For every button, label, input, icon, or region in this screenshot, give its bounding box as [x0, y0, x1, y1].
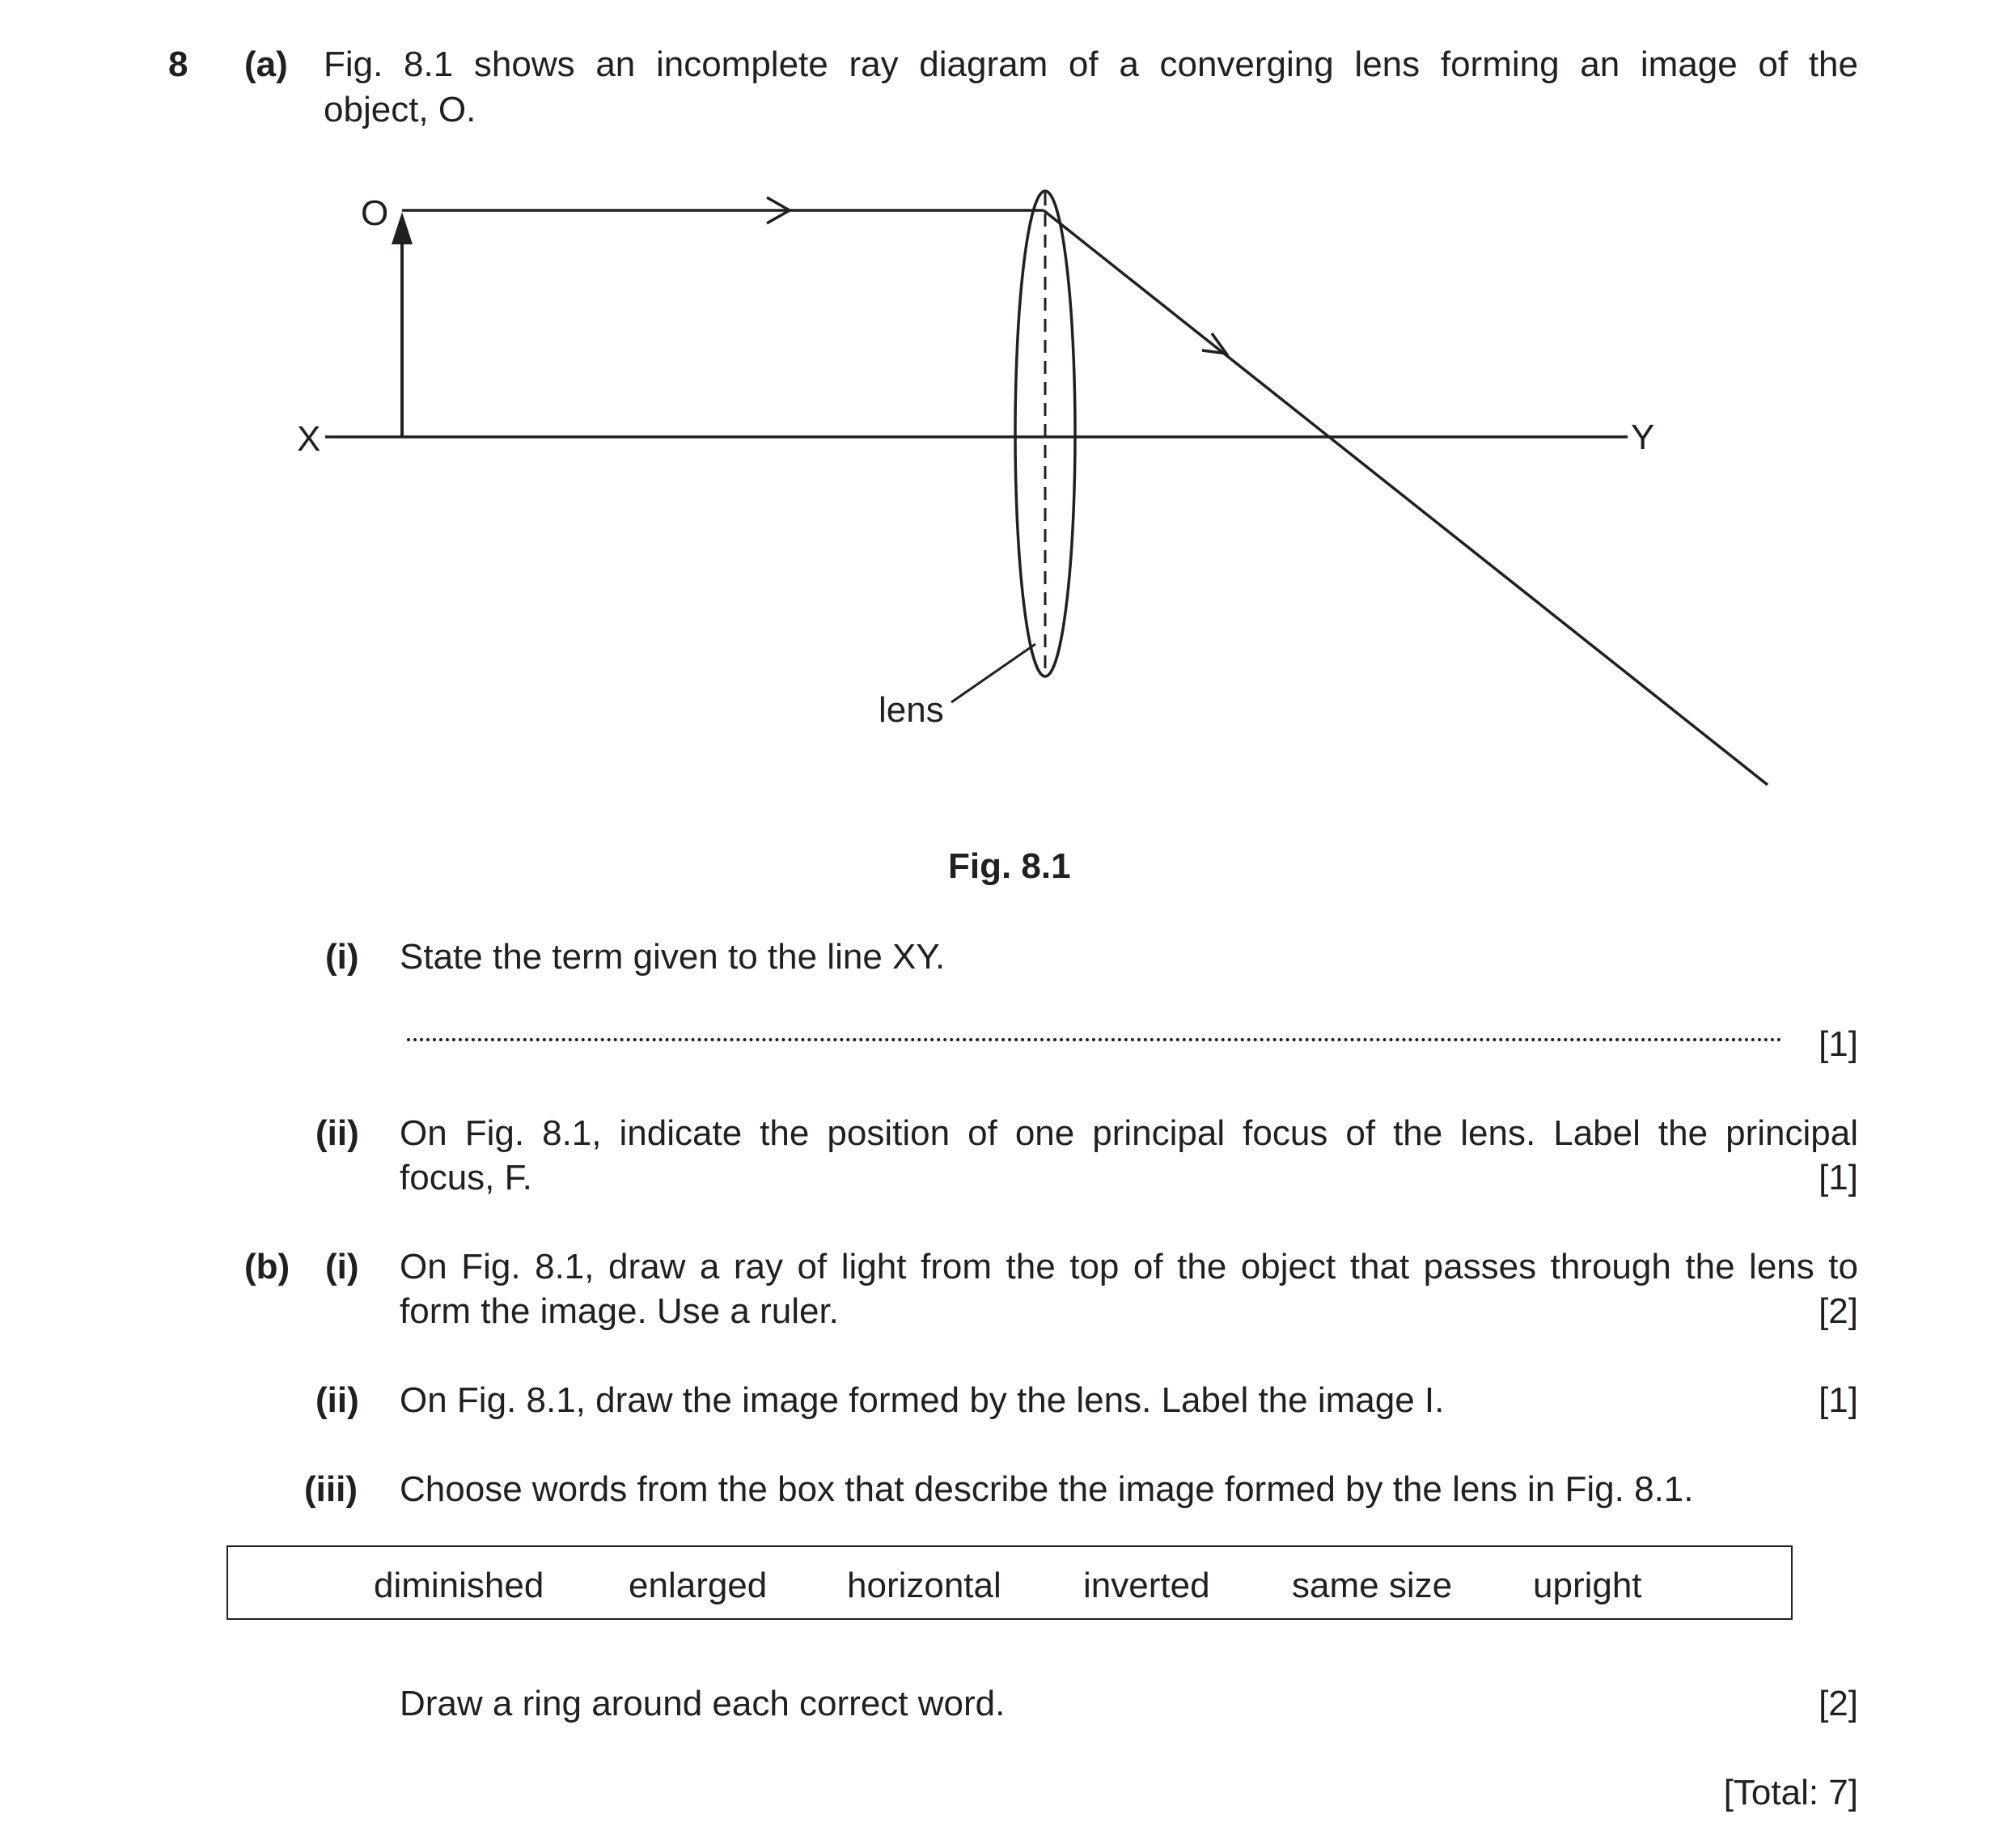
- label-lens: lens: [879, 690, 944, 730]
- b-iii-label: (iii): [304, 1469, 358, 1509]
- figure-caption: Fig. 8.1: [948, 846, 1071, 886]
- answer-line[interactable]: [407, 1032, 1782, 1041]
- word-option[interactable]: upright: [1533, 1566, 1642, 1605]
- label-Y: Y: [1631, 417, 1655, 457]
- label-O: O: [361, 193, 389, 233]
- word-option[interactable]: inverted: [1083, 1566, 1210, 1605]
- b-iii-marks: [2]: [1819, 1684, 1858, 1723]
- ray-diagram: [0, 0, 2007, 906]
- part-a-intro-line1: Fig. 8.1 shows an incomplete ray diagram of a converging lens forming an image of the: [324, 45, 1858, 84]
- refracted-ray-arrowhead: [1202, 333, 1226, 354]
- word-option[interactable]: diminished: [374, 1566, 544, 1605]
- a-i-marks: [1]: [1819, 1024, 1858, 1064]
- b-i-label: (i): [325, 1247, 359, 1286]
- word-option[interactable]: same size: [1292, 1566, 1453, 1605]
- b-iii-text: Choose words from the box that describe the image formed by the lens in Fig. 8.1.: [400, 1469, 1694, 1509]
- question-number: 8: [168, 45, 188, 84]
- object-arrow-head: [392, 212, 413, 244]
- a-i-label: (i): [325, 937, 359, 977]
- lens-label-leader: [951, 644, 1035, 702]
- b-ii-marks: [1]: [1819, 1380, 1858, 1420]
- refracted-ray: [1044, 210, 1768, 785]
- b-i-marks: [2]: [1819, 1291, 1858, 1331]
- a-ii-line1: On Fig. 8.1, indicate the position of one principal focus of the lens. Label the principal: [400, 1113, 1858, 1153]
- b-i-line1: On Fig. 8.1, draw a ray of light from the top of the object that passes through the lens to: [400, 1247, 1858, 1286]
- word-option[interactable]: enlarged: [629, 1566, 768, 1605]
- a-ii-line2: focus, F.: [400, 1158, 532, 1197]
- b-iii-instruction: Draw a ring around each correct word.: [400, 1684, 1006, 1723]
- label-X: X: [297, 419, 321, 459]
- part-a-label: (a): [244, 45, 288, 84]
- a-ii-label: (ii): [315, 1113, 359, 1153]
- b-i-line2: form the image. Use a ruler.: [400, 1291, 839, 1331]
- part-b-label: (b): [244, 1247, 290, 1286]
- b-ii-text: On Fig. 8.1, draw the image formed by the lens. Label the image I.: [400, 1380, 1445, 1420]
- word-option[interactable]: horizontal: [847, 1566, 1001, 1605]
- part-a-intro-line2: object, O.: [324, 90, 476, 129]
- b-ii-label: (ii): [315, 1380, 359, 1420]
- total-marks: [Total: 7]: [1723, 1773, 1858, 1812]
- a-ii-marks: [1]: [1819, 1158, 1858, 1197]
- word-choice-box: [227, 1545, 1793, 1620]
- a-i-text: State the term given to the line XY.: [400, 937, 946, 977]
